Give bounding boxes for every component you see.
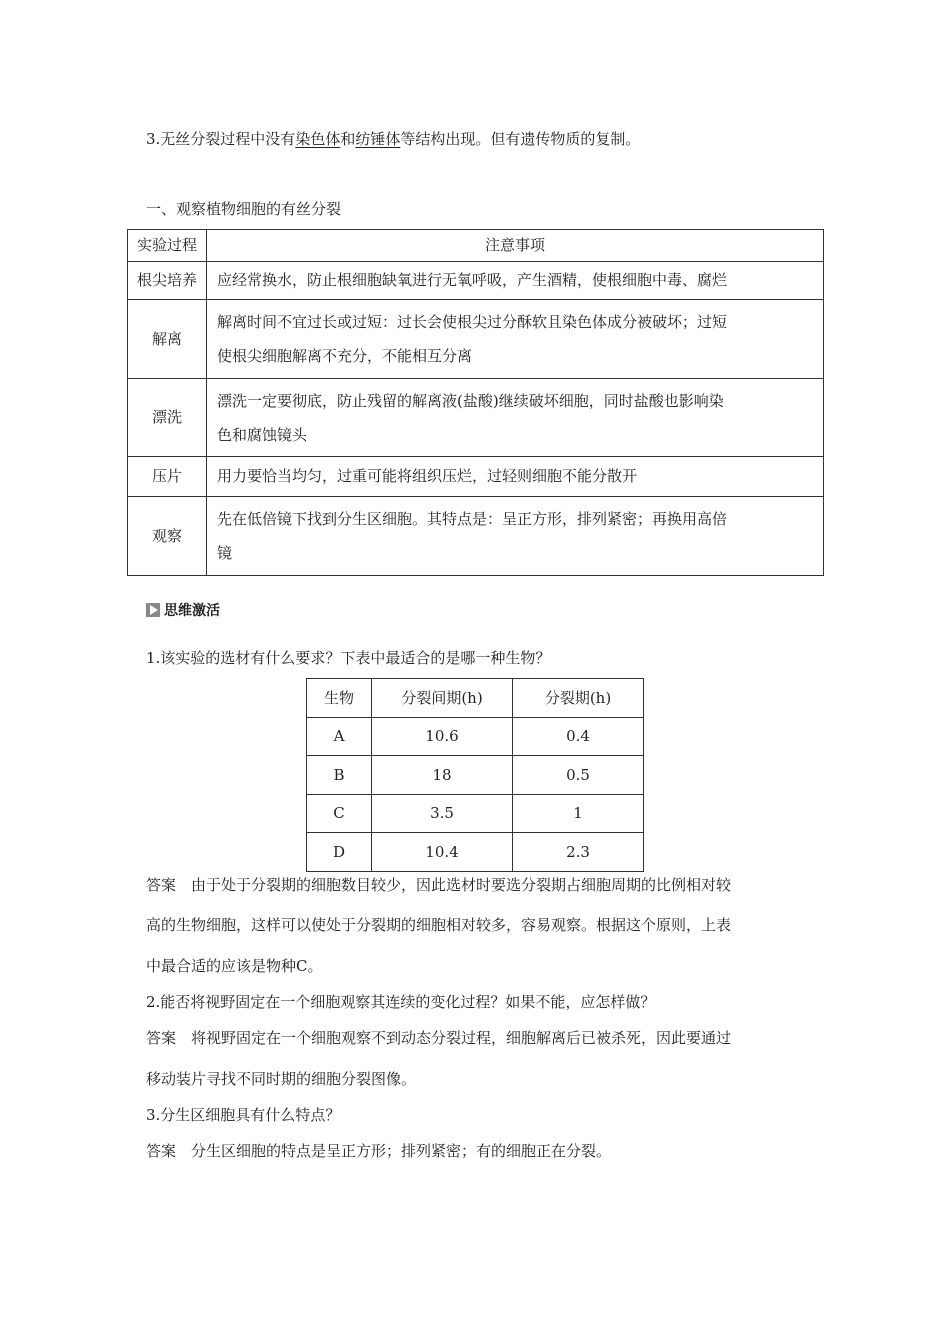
answer-2-line: 答案 将视野固定在一个细胞观察不到动态分裂过程，细胞解离后已被杀死，因此要通过 — [146, 1029, 732, 1047]
note-line: 解离时间不宜过长或过短：过长会使根尖过分酥软且染色体成分被破坏；过短 — [217, 313, 728, 331]
table-row — [307, 717, 644, 756]
think-heading — [146, 600, 220, 620]
header-cell: 分裂期(h) — [513, 679, 644, 718]
answer-2-line: 移动装片寻找不同时期的细胞分裂图像。 — [146, 1070, 417, 1088]
answer-3-line: 答案 分生区细胞的特点是呈正方形；排列紧密；有的细胞正在分裂。 — [146, 1142, 612, 1160]
step-cell: 漂洗 — [128, 379, 207, 457]
intro-line-3 — [146, 128, 640, 149]
header-cell: 生物 — [307, 679, 372, 718]
note-line: 应经常换水，防止根细胞缺氧进行无氧呼吸，产生酒精，使根细胞中毒、腐烂 — [217, 271, 728, 289]
table-row — [128, 300, 824, 379]
answer-1-line: 答案 由于处于分裂期的细胞数目较少，因此选材时要选分裂期占细胞周期的比例相对较 — [146, 876, 732, 894]
step-cell: 观察 — [128, 497, 207, 576]
header-cell: 分裂间期(h) — [372, 679, 513, 718]
step-cell: 解离 — [128, 300, 207, 379]
table-cell: 1 — [513, 794, 644, 833]
table-cell: 10.6 — [372, 717, 513, 756]
underlined-term-spindle: 纺锤体 — [355, 130, 401, 148]
experiment-table — [127, 229, 824, 576]
note-cell — [207, 262, 824, 300]
table-cell: B — [307, 756, 372, 795]
intro-text: 等结构出现。但有遗传物质的复制。 — [400, 130, 641, 148]
table-row — [307, 756, 644, 795]
table-row — [128, 457, 824, 497]
step-cell: 压片 — [128, 457, 207, 497]
table-cell: 3.5 — [372, 794, 513, 833]
note-cell — [207, 457, 824, 497]
play-triangle-icon — [146, 603, 160, 617]
note-cell — [207, 497, 824, 576]
table-cell: 2.3 — [513, 833, 644, 872]
note-line: 色和腐蚀镜头 — [217, 425, 308, 444]
table-header-row — [307, 679, 644, 718]
table-row — [128, 262, 824, 300]
table-cell: D — [307, 833, 372, 872]
table-cell: 0.4 — [513, 717, 644, 756]
answer-1-line: 高的生物细胞，这样可以使处于分裂期的细胞相对较多，容易观察。根据这个原则，上表 — [146, 916, 732, 934]
table-row — [307, 794, 644, 833]
table-cell: 18 — [372, 756, 513, 795]
question-3: 3.分生区细胞具有什么特点？ — [146, 1106, 341, 1124]
table-cell: 0.5 — [513, 756, 644, 795]
note-line: 先在低倍镜下找到分生区细胞。其特点是：呈正方形，排列紧密；再换用高倍 — [217, 510, 728, 528]
underlined-term-chromosome: 染色体 — [295, 130, 341, 148]
question-2: 2.能否将视野固定在一个细胞观察其连续的变化过程？如果不能，应怎样做？ — [146, 993, 656, 1011]
note-line: 使根尖细胞解离不充分，不能相互分离 — [217, 347, 473, 365]
table-cell: C — [307, 794, 372, 833]
note-cell — [207, 379, 824, 457]
note-line: 用力要恰当均匀，过重可能将组织压烂，过轻则细胞不能分散开 — [217, 467, 638, 485]
table-row — [128, 497, 824, 576]
header-cell: 实验过程 — [128, 230, 207, 262]
think-label: 思维激活 — [164, 603, 220, 619]
section-title: 一、观察植物细胞的有丝分裂 — [146, 200, 342, 218]
note-line: 漂洗一定要彻底，防止残留的解离液(盐酸)继续破坏细胞，同时盐酸也影响染 — [217, 391, 724, 410]
table-cell: A — [307, 717, 372, 756]
question-1: 1.该实验的选材有什么要求？下表中最适合的是哪一种生物？ — [146, 649, 551, 667]
note-cell — [207, 300, 824, 379]
header-cell: 注意事项 — [207, 230, 824, 262]
table-cell: 10.4 — [372, 833, 513, 872]
step-cell: 根尖培养 — [128, 262, 207, 300]
table-header-row — [128, 230, 824, 262]
table-row — [307, 833, 644, 872]
table-row — [128, 379, 824, 457]
intro-text: 和 — [340, 130, 356, 148]
answer-1-line: 中最合适的应该是物种C。 — [146, 957, 323, 975]
organism-table — [306, 678, 644, 872]
note-line: 镜 — [217, 544, 233, 562]
intro-text: 3.无丝分裂过程中没有 — [146, 130, 296, 148]
